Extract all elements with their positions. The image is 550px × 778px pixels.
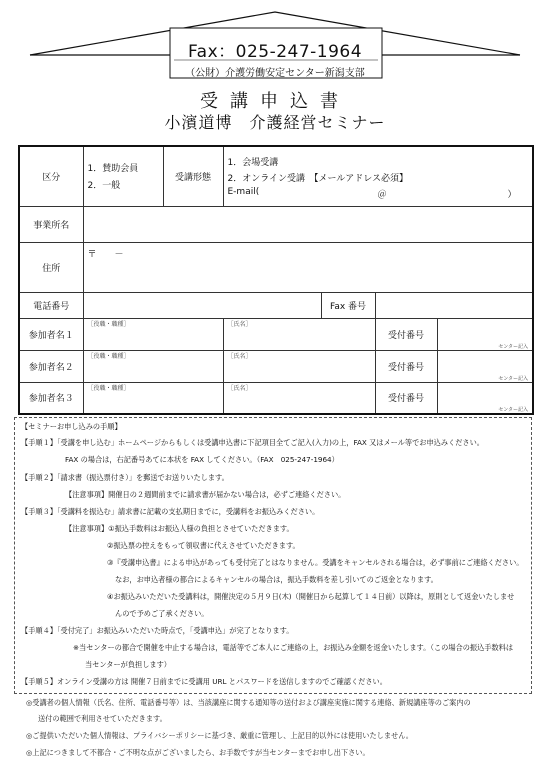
- privacy-note: ◎ご提供いただいた個人情報は、プライバシーポリシーに基づき、厳重に管理し、上記目的以外には使用いたしません。: [26, 731, 413, 740]
- name-hint: ［氏名］: [227, 384, 252, 392]
- center-use-note: センター記入: [498, 343, 529, 350]
- center-use-note: センター記入: [498, 407, 529, 413]
- category-option-general[interactable]: 2．一般: [87, 181, 121, 192]
- attendance-type-label: 受講形態: [163, 146, 223, 206]
- name-hint: ［氏名］: [227, 352, 252, 360]
- email-at: ＠: [377, 189, 387, 200]
- attendance-option-online[interactable]: 2．オンライン受講 【メールアドレス必須】: [227, 173, 409, 184]
- application-form: [18, 145, 534, 415]
- center-use-note: センター記入: [498, 375, 529, 382]
- name-hint: ［氏名］: [227, 320, 252, 328]
- position-hint: ［役職・職種］: [87, 384, 130, 392]
- category-option-member[interactable]: 1．賛助会員: [87, 164, 139, 175]
- category-options[interactable]: [83, 146, 163, 206]
- email-field[interactable]: [228, 187, 529, 198]
- notice-line: 【注意事項】開催日の２週間前までに請求書が届かない場合は，必ずご連絡ください。: [65, 490, 346, 499]
- notice-line: 当センターが負担します）: [85, 660, 171, 669]
- notice-line: ②振込票の控えをもって領収書に代えさせていただきます。: [107, 541, 300, 550]
- address-field[interactable]: [83, 242, 533, 292]
- notice-line: 【注意事項】①振込手数料はお振込人様の負担とさせていただきます。: [65, 524, 294, 533]
- attendance-type-options[interactable]: [223, 146, 533, 206]
- participant-1-position-field[interactable]: [83, 318, 223, 350]
- participant-row: [19, 318, 533, 350]
- email-prefix: E-mail(: [227, 186, 260, 197]
- fax-label: Fax 番号: [321, 292, 375, 318]
- address-label: 住所: [19, 242, 83, 292]
- position-hint: ［役職・職種］: [87, 352, 130, 360]
- receipt-number-label: 受付番号: [375, 382, 437, 414]
- position-hint: ［役職・職種］: [87, 320, 130, 328]
- receipt-number-label: 受付番号: [375, 350, 437, 382]
- participant-row: [19, 382, 533, 414]
- notice-line: ※当センターの都合で開催を中止する場合は，電話等でご本人にご連絡の上，お振込み金額を返金いたします。（この場合の振込手数料は: [73, 643, 514, 652]
- form-title: 受講申込書: [200, 91, 350, 112]
- notice-line: 【手順１】「受講を申し込む」ホームページからもしくは受講申込書に下記項目全てご記入(入力)の上，FAX 又はメール等でお申込みください。: [21, 438, 484, 447]
- notice-line: んので予めご了承ください。: [115, 609, 209, 618]
- privacy-note: ◎上記につきまして不都合・ご不明な点がございましたら、お手数ですが当センターまでお申し出下さい。: [26, 748, 370, 757]
- seminar-title: 小濱道博 介護経営セミナー: [164, 113, 386, 132]
- notice-heading: 【セミナーお申し込みの手順】: [21, 422, 122, 431]
- participant-1-name-field[interactable]: [223, 318, 375, 350]
- participant-1-label: 参加者名１: [19, 318, 83, 350]
- fax-field[interactable]: [375, 292, 533, 318]
- notice-line: ③『受講申込書』による申込があっても受付完了とはなりません。受講をキャンセルされる場合は，必ず事前にご連絡ください。: [107, 558, 524, 567]
- attendance-option-venue[interactable]: 1．会場受講: [227, 157, 279, 168]
- postal-code-mark: 〒 －: [87, 249, 124, 260]
- office-name-field[interactable]: [83, 206, 533, 242]
- notice-line: ④お振込みいただいた受講料は，開催決定の５月９日(木)（開催日から起算して１４日前）以降は，原則として返金いたしませ: [107, 592, 515, 601]
- participant-2-name-field[interactable]: [223, 350, 375, 382]
- phone-label: 電話番号: [19, 292, 83, 318]
- fax-number: Fax：025-247-1964: [187, 42, 363, 62]
- participant-3-name-field[interactable]: [223, 382, 375, 414]
- participant-2-position-field[interactable]: [83, 350, 223, 382]
- notice-line: 【手順２】「請求書（振込票付き）」を郵送でお送りいたします。: [21, 473, 229, 482]
- notice-line: FAX の場合は，右記番号あてに本状を FAX してください。（FAX 025-247-1964）: [65, 455, 339, 464]
- procedure-notice-box: [14, 417, 532, 694]
- privacy-note: 送付の範囲で利用させていただきます。: [38, 714, 167, 723]
- email-suffix: ）: [507, 189, 517, 200]
- receipt-number-label: 受付番号: [375, 318, 437, 350]
- office-name-label: 事業所名: [19, 206, 83, 242]
- receipt-number-field: [437, 350, 533, 382]
- privacy-note: ◎受講者の個人情報（氏名、住所、電話番号等）は、当該講座に関する通知等の送付および講座実施に関する連絡、新規講座等のご案内の: [26, 698, 471, 707]
- notice-line: 【手順５】オンライン受講の方は 開催７日前までに受講用 URL とパスワードを送信しますのでご確認ください。: [21, 677, 387, 686]
- receipt-number-field: [437, 382, 533, 414]
- notice-line: なお，お申込者様の都合によるキャンセルの場合は，振込手数料を差し引いてのご返金となります。: [115, 575, 438, 584]
- participant-3-position-field[interactable]: [83, 382, 223, 414]
- receipt-number-field: [437, 318, 533, 350]
- notice-line: 【手順４】「受付完了」お振込みいただいた時点で，「受講申込」が完了となります。: [21, 626, 294, 635]
- participant-row: [19, 350, 533, 382]
- participant-2-label: 参加者名２: [19, 350, 83, 382]
- notice-line: 【手順３】「受講料を振込む」請求書に記載の支払期日までに，受講料をお振込みください。: [21, 507, 320, 516]
- phone-field[interactable]: [83, 292, 321, 318]
- category-label: 区分: [19, 146, 83, 206]
- organization-name: （公財）介護労働安定センター新潟支部: [185, 68, 365, 79]
- participant-3-label: 参加者名３: [19, 382, 83, 414]
